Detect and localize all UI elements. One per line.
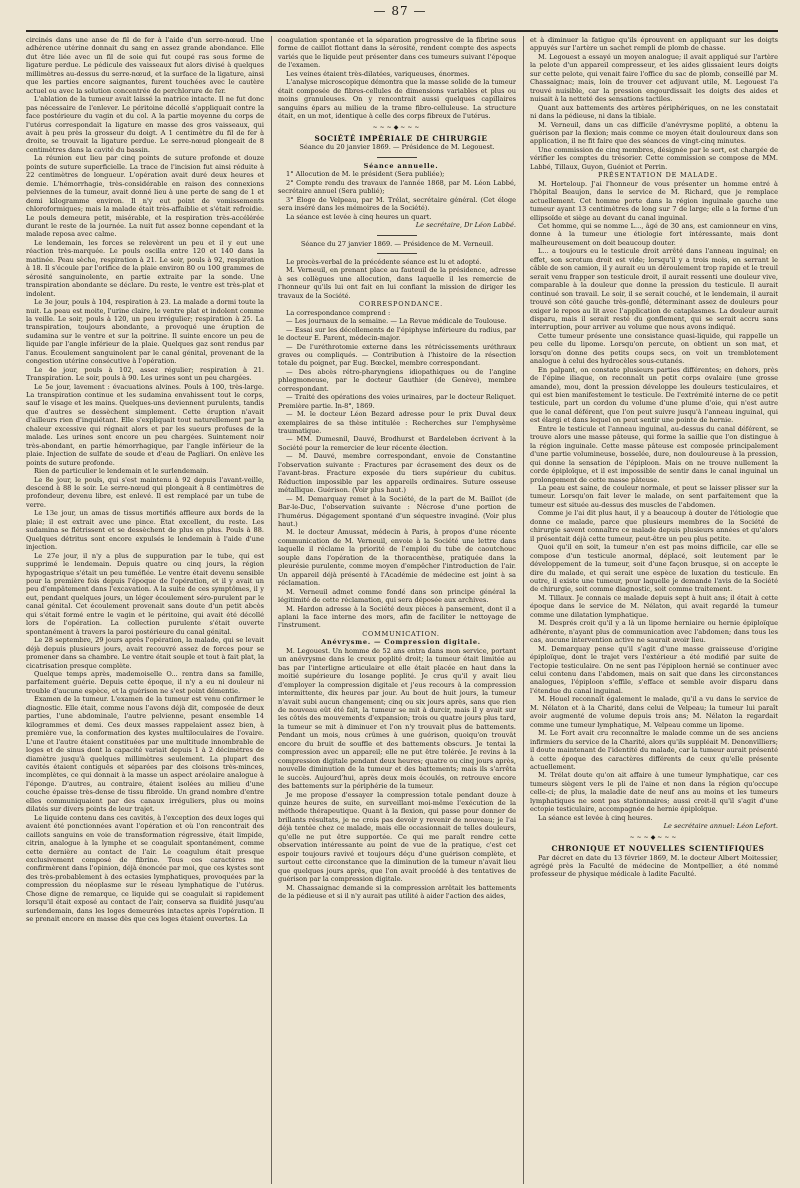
paragraph: Je me propose d'essayer la compression totale pendant douze à quinze heures de suite, en surveillant moi-même l'exécution de la méthode thérapeutique. Quant à la flexion, qui passe pour donner de brillants résultats, je ne crois pas devoir y revenir de nouveau; je l'ai déjà tentée chez ce malade, mais elle occasionnait de telles douleurs, qu'elle ne put être supportée. Ce qui me paraît rendre cette observation intéressante au point de vue de la pratique, c'est cet espoir toujours ravivé et toujours déçu d'une guérison complète, et surtout cette circonstance que la diminution de la tumeur n'avait lieu que quelques jours après, que l'on avait procédé à des tentatives de guérison par la compression digitale. xyxy=(278,790,516,884)
paragraph: M. Le Fort avait cru reconnaître le malade comme un de ses anciens infirmiers du service de la Charité, alors qu'ils suppléait M. Denonvilliers; il doute maintenant de l'identité du malade, car la tumeur aurait présenté à cette époque des caractères différents de ceux qu'elle présente actuellement. xyxy=(530,729,778,771)
paragraph: — Traité des opérations des voies urinaires, par le docteur Reliquet. Première partie. In-8°, 1869. xyxy=(278,393,516,410)
subsection-title: CORRESPONDANCE. xyxy=(358,300,444,309)
short-rule xyxy=(377,235,417,236)
paragraph: L'ablation de la tumeur avait laissé la matrice intacte. Il ne fut donc pas nécessaire de l'enlever. Le péritoine décollé s'appliquait contre la face postérieure du vagin et du col. A la partie moyenne du corps de l'utérus correspondait la ligature en masse des gros vaisseaux, qui avait à peu près la grosseur du doigt. A 1 centimètre du fil de fer à droite, se trouvait la ligature perdue. Le serre-nœud plongeait de 8 centimètres dans la cavité du bassin. xyxy=(26,95,264,154)
paragraph: Le 13e jour, un amas de tissus mortifiés affleure aux bords de la plaie; il est extrait avec une pince. État excellent, du reste. Les sudamina se flétrissent et se dessèchent de plus en plus. Pouls à 88. Quelques détritus sont encore expulsés le lendemain à l'aide d'une injection. xyxy=(26,509,264,552)
paragraph: M. Tillaux. Je connais ce malade depuis sept à huit ans; il était à cette époque dans le service de M. Nélaton, qui avait regardé la tumeur comme une dilatation lymphatique. xyxy=(530,593,778,619)
paragraph: Cette tumeur présente une consistance quasi-liquide, qui rappelle un peu celle du lipome. Lorsqu'on percute, on obtient un son mat, et lorsqu'on donne des petits coups secs, on voit un tremblotement analogue à celui des hydrocèles sous-cutanés. xyxy=(530,331,778,366)
paragraph: — Les journaux de la semaine. — La Revue médicale de Toulouse. xyxy=(286,317,507,326)
paragraph: 1° Allocution de M. le président (Sera publiée); xyxy=(286,170,445,179)
paragraph: M. Hardon adresse à la Société deux pièces à pansement, dont il a aplani la face interne des mors, afin de faciliter le nettoyage de l'instrument. xyxy=(278,604,516,630)
column-1 xyxy=(26,36,264,1186)
subsection-title: Séance annuelle. xyxy=(363,161,439,170)
paragraph: Examen de la tumeur. L'examen de la tumeur est venu confirmer le diagnostic. Elle était, comme nous l'avons déjà dit, composée de deux parties, l'une abdominale, l'autre pelvienne, pesant ensemble 14 kilogrammes et demi. Ces deux masses rappelaient assez bien, à première vue, la conformation des kystes multiloculaires de l'ovaire. L'une et l'autre étaient constituées par une multitude innombrable de loges et de sinus dont la capacité variait depuis 1 à 2 décimètres de diamètre jusqu'à quelques millimètres seulement. La plupart des cavités étaient contiguës et séparées par des cloisons très-minces, incomplètes, ce qui donnait à la masse un aspect aréolaire analogue à l'éponge. D'autres, au contraire, étaient isolées au milieu d'une couche épaisse très-dense de tissu fibroïde. Un grand nombre d'entre elles communiquaient par des canaux irréguliers, plus ou moins dilatés sur divers points de leur trajet. xyxy=(26,695,264,814)
paragraph: Quoi qu'il en soit, la tumeur n'en est pas moins difficile, car elle se compose d'un testicule anormal, déplacé, soit leutement par le développement de la tumeur, soit d'une façon brusque, si on accepte le dire du malade, et qui serait une espèce de luxation du testicule. En outre, il existe une tumeur, pour laquelle je demande l'avis de la Société de chirurgie, soit comme diagnostic, soit comme traitement. xyxy=(530,543,778,594)
paragraph: M. Legouest a essayé un moyen analogue; il avait appliqué sur l'artère la pelote d'un appareil compresseur, et les aides glissaient leurs doigts sur cette pelote, qui venait faire l'office du sac de plomb, conseillé par M. Chassaignac; mais, loin de trouver cet adjuvant utile, M. Legouest l'a trouvé nuisible, car la pression engourdissait les doigts des aides et nuisait à la netteté des sensations tactiles. xyxy=(530,52,778,104)
paragraph: L'analyse microscopique démontra que la masse solide de la tumeur était composée de fibres-cellules de dimensions variables et plus ou moins granuleuses. On y rencontrait aussi quelques capillaires sanguins épars au milieu de la trame fibro-celluleuse. La structure était, en un mot, identique à celle des corps fibreux de l'utérus. xyxy=(278,78,516,121)
paragraph: M. le docteur Amussat, médecin à Paris, à propos d'une récente communication de M. Verneuil, envoie à la Société une lettre dans laquelle il réclame la priorité de l'emploi du tube de caoutchouc souple dans l'opération de la thoracenthèse, pratiquée dans la pleurésie purulente, comme moyen d'empêcher l'introduction de l'air. Un appareil déjà présenté à l'Académie de médecine est joint à sa réclamation. xyxy=(278,528,516,588)
paragraph: La séance est levée à cinq heures. xyxy=(538,813,653,822)
ornament-divider: ~~~◆~~~ xyxy=(372,123,422,131)
paragraph: — De l'uréthrotomie externe dans les rétrécissements uréthraux graves ou compliqués. — Contribution à l'histoire de la résection totale du poignet, par Eug. Bœckel, membre correspondant. xyxy=(278,342,516,368)
paragraph: Le 4e jour, pouls à 102, assez régulier; respiration à 21. Transpiration. Le soir, pouls à 90. Les urines sont un peu chargées. xyxy=(26,365,264,383)
paragraph: 3° Éloge de Velpeau, par M. Trélat, secrétaire général. (Cet éloge sera inséré dans les mémoires de la Société). xyxy=(278,195,516,213)
column-separator xyxy=(523,36,524,1184)
paragraph: M. Verneuil, en prenant place au fauteuil de la présidence, adresse à ses collègues une allocution, dans laquelle il les remercie de l'honneur qu'ils lui ont fait en lui confiant la mission de diriger les travaux de la Société. xyxy=(278,266,516,300)
paragraph: M. Verneuil admet comme fondé dans son principe général la légitimité de cette réclamation, qui sera déposée aux archives. xyxy=(278,587,516,605)
paragraph: coagulation spontanée et la séparation progressive de la fibrine sous forme de caillot flottant dans la sérosité, rendent compte des aspects variés que le liquide peut présenter dans ces tumeurs suivant l'époque de l'examen. xyxy=(278,36,516,70)
paragraph: La réunion eut lieu par cinq points de suture profonde et douze points de suture superficielle. La trace de l'incision fut ainsi réduite à 22 centimètres de longueur. L'opération avait duré deux heures et demie. L'hémorrhagie, très-considérable en raison des connexions pelviennes de la tumeur, avait donné lieu à une perte de sang de 1 et demi kilogramme environ. Il n'y eut point de vomissements chloroformiques; mais la malade était très-affaiblie et s'était refroidie. Le pouls demeura petit, misérable, et la respiration très-accélérée durant le reste de la journée. La nuit fut assez bonne cependant et la malade reposa avec calme. xyxy=(26,154,264,239)
paragraph: M. Verneuil, dans un cas difficile d'anévrysme poplité, a obtenu la guérison par la flexion; mais comme ce moyen était douloureux dans son application, il ne fit faire que des séances de vingt-cinq minutes. xyxy=(530,120,778,146)
paragraph: — M. Demarquay remet à la Société, de la part de M. Baillot (de Bar-le-Duc, l'observation suivante : Nécrose d'une portion de l'humérus. Dégagement spontané d'un séquestre invaginé. (Voir plus haut.) xyxy=(278,494,516,529)
paragraph: M. Després croit qu'il y a là un lipome herniaire ou hernie épiploïque adhérente, n'ayant plus de communication avec l'abdomen; dans tous les cas, aucune intervention active ne saurait avoir lieu. xyxy=(530,619,778,645)
paragraph: M. Legouest. Un homme de 52 ans entra dans mon service, portant un anévrysme dans le creux poplité droit; la tumeur était limitée au bas par l'interligne articulaire et elle était placée en haut dans la moitié supérieure du losange poplité. Je crus qu'il y avait lieu d'employer la compression digitale et j'eus recours à la compression intermittente, dix heures par jour. Au bout de huit jours, la tumeur n'avait subi aucun changement; cinq ou six jours après, sans que rien de nouveau eût été fait, la tumeur se mit à durcir, mais il y avait sur les côtés des mouvements d'expansion; trois ou quatre jours plus tard, la tumeur se mit à diminuer et l'on n'y trouvait plus de battements. Pendant un mois, nous crûmes à une guérison, quoiqu'on trouvât encore du bruit de souffle et des battements obscurs. Je tentai la compression avec un appareil; elle ne put être tolérée. Je revins à la compression digitale pendant deux heures; quatre ou cinq jours après, nouvelle diminution de la tumeur et des battements; mais ils s'arrêta le succès. Aujourd'hui, après deux mois écoulés, on retrouve encore des battements sur la périphérie de la tumeur. xyxy=(278,646,516,791)
column-separator xyxy=(271,36,272,1184)
paragraph: Le procès-verbal de la précédente séance est lu et adopté. xyxy=(286,257,482,266)
paragraph: — Des abcès rétro-pharyngiens idiopathiques ou de l'angine phlegmoneuse, par le docteur Gauthier (de Genève), membre correspondant. xyxy=(278,367,516,393)
paragraph: La correspondance comprend : xyxy=(286,308,391,317)
paragraph: Le liquide contenu dans ces cavités, à l'exception des deux loges qui avaient été ponctionnées avant l'opération et où l'on rencontrait des caillots sanguins en voie de transformation régressive, était limpide, citrin, analogue à la lymphe et se coagulait spontanément, comme cette dernière au contact de l'air. Le coagulum était presque exclusivement composé de fibrine. Tous ces caractères me confirmèrent dans l'opinion, déjà énoncée par moi, que ces kystes sont des très-probablement à des ectasies lymphatiques, provoquées par la compression du néoplasme sur le réseau lymphatique de l'utérus. Chose digne de remarque, ce liquide qui se coagulait si rapidement lorsqu'il était exposé au contact de l'air, conserva sa fluidité jusqu'au surlendemain, dans les loges demeurées intactes après l'opération. Il se prenait encore en masse dès que ces loges étaient ouvertes. La xyxy=(26,813,264,924)
paragraph: — Essai sur les décollements de l'épiphyse inférieure du radius, par le docteur E. Parent, médecin-major. xyxy=(278,325,516,343)
paragraph: Une commission de cinq membres, désignée par le sort, est chargée de vérifier les comptes du trésorier. Cette commission se compose de MM. Labbé, Tillaux, Guyon, Guéniot et Perrin. xyxy=(530,145,778,171)
paragraph: Le 28 septembre, 29 jours après l'opération, la malade, qui se levait déjà depuis plusieurs jours, avait recouvré assez de forces pour se promener dans sa chambre. Le ventre était souple et tout à fait plat, la cicatrisation presque complète. xyxy=(26,636,264,670)
section-title: CHRONIQUE ET NOUVELLES SCIENTIFIQUES xyxy=(551,844,765,854)
paragraph: La peau est saine, de couleur normale, et peut se laisser plisser sur la tumeur. Lorsqu'on fait lever le malade, on sent parfaitement que la tumeur est située au-dessus des muscles de l'abdomen. xyxy=(530,484,778,509)
section-title: SOCIÉTÉ IMPÉRIALE DE CHIRURGIE xyxy=(314,133,488,143)
paragraph: Cet homme, qui se nomme L..., âgé de 30 ans, est camionneur en vins, donne à la tumeur une étiologie fort intéressante, mais dont malheureusement on doit beaucoup douter. xyxy=(530,221,778,247)
paragraph: — M. Dauvé, membre correspondant, envoie de Constantine l'observation suivante : Fractures par écrasement des deux os de l'avant-bras. Fracture exposée du tiers supérieur du cubitus. Réduction impossible par les appareils ordinaires. Suture osseuse métallique. Guérison. (Voir plus haut.) xyxy=(278,452,516,495)
ornament-divider: ~~~◆~~~ xyxy=(629,833,679,841)
short-rule xyxy=(377,253,417,254)
paragraph: Les veines étaient très-dilatées, variqueuses, énormes. xyxy=(286,69,470,78)
signature: Le secrétaire, Dr Léon Labbé. xyxy=(415,221,516,230)
paragraph: circinés dans une anse de fil de fer à l'aide d'un serre-nœud. Une adhérence utérine donnait du sang en assez grande abondance. Elle dut être liée avec un fil de soie qui fut coupé ras sous forme de ligature perdue. Le pédicule des vaisseaux fut alors divisé à quelques millimètres au-dessus du serre-nœud, et la surface de la ligature, ainsi que les parties encore saignantes, furent touchées avec le cautère actuel ou avec la solution concentrée de perchlorure de fer. xyxy=(26,36,264,95)
paragraph: M. Trélat doute qu'on ait affaire à une tumeur lymphatique, car ces tumeurs siègent vers le pli de l'aine et non dans la région qu'occupe celle-ci; de plus, la maladie date de neuf ans au moins et les tumeurs lymphatiques ne sont pas stationnaires; aussi croit-il qu'il s'agit d'une ectopie testiculaire, accompagnée de hernie épiploïque. xyxy=(530,771,778,814)
subsection-title: COMMUNICATION. xyxy=(362,629,440,638)
paragraph: Le 5e jour, lavement : évacuations alvines. Pouls à 100, très-large. La transpiration continue et les sudamina envahissent tout le corps, sauf le visage et les mains. Quelques-uns deviennent purulents, tandis que d'autres se dessèchent simplement. Cette éruption n'avait d'ailleurs rien d'inquiétant. Elle s'expliquait tout naturellement par la chaleur excessive qui régnait alors et par les sueurs profuses de la malade. Les urines sont encore un peu chargées. Suintement noir très-abondant, en partie hémorrhagique, par l'angle inférieur de la plaie. Injection de sulfate de soude et d'eau de Pagliari. On enlève les points de suture profonde. xyxy=(26,382,264,467)
paragraph: Par décret en date du 13 février 1869, M. le docteur Albert Moitessier, agrégé près la Faculté de médecine de Montpellier, a été nommé professeur de physique médicale à ladite Faculté. xyxy=(530,853,778,879)
subsection-title: Anévrysme. — Compression digitale. xyxy=(321,638,481,647)
signature: Le secrétaire annuel: Léon Lefort. xyxy=(663,822,778,831)
paragraph: et à diminuer la fatigue qu'ils éprouvent en appliquant sur les doigts appuyés sur l'artère un sachet rempli de plomb de chasse. xyxy=(530,36,778,53)
paragraph: Quelque temps après, mademoiselle O... rentra dans sa famille, parfaitement guérie. Depuis cette époque, il n'y a eu ni douleur ni trouble d'aucune espèce, et la guérison ne s'est point démentie. xyxy=(26,669,264,695)
paragraph: 2° Compte rendu des travaux de l'année 1868, par M. Léon Labbé, secrétaire annuel (Sera publié); xyxy=(278,178,516,196)
paragraph: Comme je l'ai dit plus haut, il y a beaucoup à douter de l'étiologie que donne ce malade, parce que plusieurs membres de la Société de chirurgie savent connaître ce malade depuis plusieurs années et qu'alors il présentait déjà cette tumeur, peut-être un peu plus petite. xyxy=(530,509,778,543)
session-heading: Séance du 20 janvier 1869. — Présidence de M. Legouest. xyxy=(299,143,495,152)
paragraph: Le 27e jour, il n'y a plus de suppuration par le tube, qui est supprimé le lendemain. Depuis quatre ou cinq jours, la région hypogastrique s'était un peu tuméfiée. Le ventre était devenu sensible pour la première fois depuis l'époque de l'opération, et il y avait un peu d'empâtement dans l'excavation. A la suite de ces symptômes, il y eut, pendant quelques jours, un léger écoulement séro-purulent par le canal génital. Cet écoulement provenait sans doute d'un petit abcès qui s'était formé entre le vagin et le péritoine, qui avait été décollé lors de l'opération. La collection purulente s'était ouverte spontanément à travers la paroi postérieure du canal génital. xyxy=(26,551,264,636)
paragraph: La séance est levée à cinq heures un quart. xyxy=(286,212,432,221)
paragraph: En palpant, on constate plusieurs parties différentes; en dehors, près de l'épine iliaque, on reconnaît un petit corps ovalaire (une grosse amande), mou, dont la pression développe les douleurs testiculaires, et qui est bien manifestement le testicule. De l'extrémité interne de ce petit testicule, part un cordon du volume d'une plume d'oie, qui n'est autre que le canal déférent, que l'on peut suivre jusqu'à l'anneau inguinal, qui est élargi et dans lequel on peut sentir une pointe de hernie. xyxy=(530,365,778,425)
short-rule xyxy=(377,157,417,158)
paragraph: M. Demarquay pense qu'il s'agit d'une masse graisseuse d'origine épiploïque, dont le trajet vers l'extérieur a été modifié par suite de l'ectopie testiculaire. On ne sent pas l'épiploon hernié se continuer avec celui contenu dans l'abdomen, mais on sait que dans les circonstances analogues, l'épiploon s'effile, s'efface et semble avoir disparu dans l'étendue du canal inguinal. xyxy=(530,644,778,695)
column-2 xyxy=(278,36,516,1186)
subsection-title: PRÉSENTATION DE MALADE. xyxy=(597,171,718,180)
paragraph: Entre le testicule et l'anneau inguinal, au-dessus du canal déférent, se trouve alors une masse pâteuse, qui forme la saillie que l'on distingue à la région inguinale. Cette masse pâteuse est composée principalement d'une partie volumineuse, bosselée, dure, non douloureuse à la pression, qui donne la sensation de l'épiploon. Mais on ne trouve nullement la corde épiploïque, et il est impossible de sentir dans le canal inguinal un prolongement de cette masse pâteuse. xyxy=(530,424,778,484)
paragraph: — M. le docteur Léon Bezard adresse pour le prix Duval deux exemplaires de sa thèse intitulée : Recherches sur l'emphysème traumatique. xyxy=(278,410,516,436)
paragraph: Le lendemain, les forces se relevèrent un peu et il y eut une réaction très-marquée. Le pouls oscilla entre 120 et 140 dans la matinée. Peau sèche, respiration à 21. Le soir, pouls à 92, respiration à 18. Il s'écoule par l'orifice de la plaie environ 80 ou 100 grammes de sérosité sanguinolente, en partie extraite par la sonde. Une transpiration abondante se déclare. Du reste, le ventre est très-plat et indolent. xyxy=(26,238,264,298)
paragraph: M. Chassaignac demande si la compression arrêtait les battements de la pédieuse et si il n'y aurait pas utilité à aider l'action des aides, xyxy=(278,883,516,900)
paragraph: L... a toujours eu le testicule droit arrêté dans l'anneau inguinal; en effet, son scrotum droit est vide; lorsqu'il y a trois mois, en serrant le câble de son camion, il y aurait eu un déroulement trop rapide et le treuil serait venu frapper son testicule droit, il aurait ressenti une douleur vive, comparable à la douleur que donne la pression du testicule. Il aurait continué son travail. Le soir, il se serait couché, et le lendemain, il aurait trouvé son côté gauche très-gonflé, déterminant assez de douleurs pour exiger le repos au lit avec l'application de cataplasmes. La douleur aurait disparu, mais il serait resté du gonflement, qui se serait accru sans interruption, pour arriver au volume que nous avons indiqué. xyxy=(530,247,778,332)
session-heading: Séance du 27 janvier 1869. — Présidence de M. Verneuil. xyxy=(300,239,494,248)
column-3 xyxy=(530,36,778,1186)
paragraph: Le 8e jour, le pouls, qui s'est maintenu à 92 depuis l'avant-veille, descend à 88 le soir. Le serre-nœud qui plongeait à 8 centimètres de profondeur, devenu libre, est enlevé. Il est remplacé par un tube de verre. xyxy=(26,475,264,509)
top-rule xyxy=(26,30,778,32)
paragraph: — MM. Dumesnil, Dauvé, Brodhurst et Bardeleben écrivent à la Société pour la remercier de leur récente élection. xyxy=(278,435,516,452)
paragraph: M. Houel reconnaît également le malade, qu'il a vu dans le service de M. Nélaton et à la Charité, dans celui de Velpeau; la tumeur lui paraît avoir augmenté de volume depuis trois ans; M. Nélaton la regardait comme une tumeur lymphatique, M. Velpeau comme un lipome. xyxy=(530,695,778,729)
paragraph: Quant aux battements des artères périphériques, on ne les constatait ni dans la pédieuse, ni dans la tibiale. xyxy=(530,103,778,121)
paragraph: M. Horteloup. J'ai l'honneur de vous présenter un homme entré à l'hôpital Beaujon, dans le service de M. Richard, que je remplace actuellement. Cet homme porte dans la région inguinale gauche une tumeur ayant 13 centimètres de long sur 7 de large; elle a la forme d'un ellipsoïde et siège au devant du canal inguinal. xyxy=(530,179,778,222)
page-number: — 87 — xyxy=(373,4,427,18)
paragraph: Rien de particulier le lendemain et le surlendemain. xyxy=(34,467,209,476)
paragraph: Le 3e jour, pouls à 104, respiration à 23. La malade a dormi toute la nuit. La peau est moite, l'urine claire, le ventre plat et indolent comme la veille. Le soir, pouls à 120, un peu irrégulier; respiration à 25. La transpiration, toujours abondante, a provoqué une éruption de sudamina sur le ventre et sur la poitrine. Il suinte encore un peu de liquide par l'angle inférieur de la plaie. Quelques gaz sont rendus par l'anus. Écoulement sanguinolent par le canal génital, provenant de la congestion utérine consécutive à l'opération. xyxy=(26,298,264,366)
